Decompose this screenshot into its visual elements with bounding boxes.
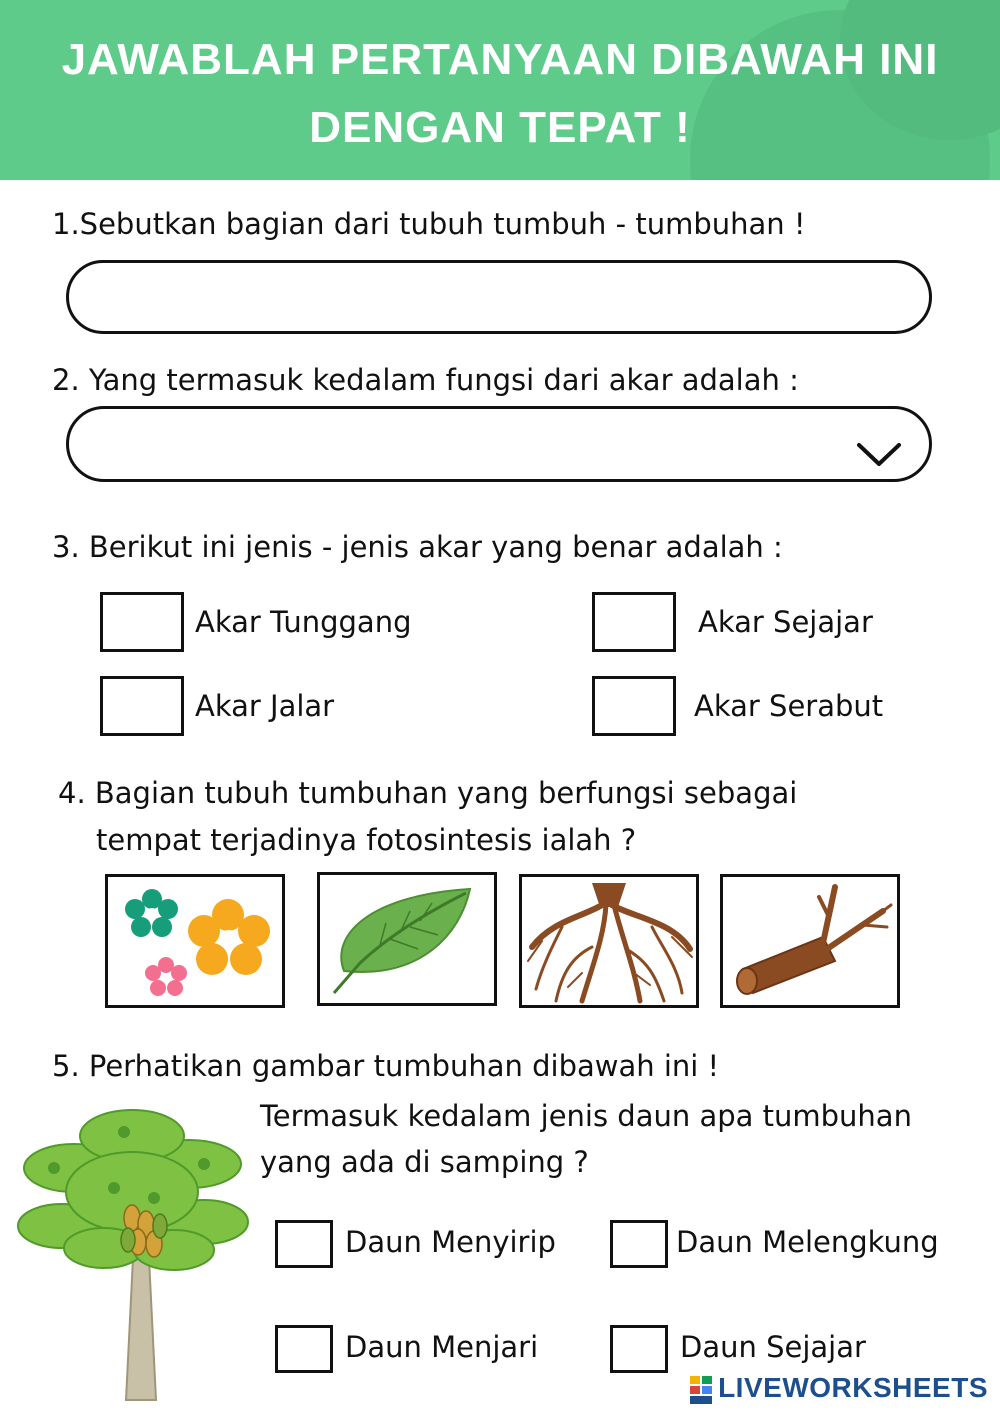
choice-stem[interactable] [720,874,900,1008]
choice-flowers[interactable] [105,874,285,1008]
checkbox-daun-menyirip[interactable] [275,1220,333,1268]
option-daun-menjari: Daun Menjari [345,1330,539,1364]
answer-1-input[interactable] [66,260,932,334]
question-5: 5. Perhatikan gambar tumbuhan dibawah ini ! [52,1049,720,1083]
option-akar-sejajar: Akar Sejajar [698,605,873,639]
question-3: 3. Berikut ini jenis - jenis akar yang benar adalah : [52,530,783,564]
checkbox-akar-serabut[interactable] [592,676,676,736]
page-title-line2: DENGAN TEPAT ! [309,103,691,152]
leaf-image [320,875,494,1003]
choice-leaf[interactable] [317,872,497,1006]
question-1: 1.Sebutkan bagian dari tubuh tumbuh - tumbuhan ! [52,207,806,241]
checkbox-daun-sejajar[interactable] [610,1325,668,1373]
page-title [0,26,1000,162]
checkbox-akar-sejajar[interactable] [592,592,676,652]
question-5-sub-line1: Termasuk kedalam jenis daun apa tumbuhan [260,1099,912,1133]
option-akar-jalar: Akar Jalar [195,689,335,723]
flowers-image [108,877,282,1005]
question-2: 2. Yang termasuk kedalam fungsi dari akar adalah : [52,363,799,397]
papaya-tree-image [14,1108,250,1404]
question-5-sub-line2: yang ada di samping ? [260,1145,589,1179]
option-daun-sejajar: Daun Sejajar [680,1330,866,1364]
checkbox-daun-melengkung[interactable] [610,1220,668,1268]
option-daun-melengkung: Daun Melengkung [676,1225,939,1259]
checkbox-akar-tunggang[interactable] [100,592,184,652]
choice-roots[interactable] [519,874,699,1008]
root-image [522,877,696,1005]
header-banner [0,0,1000,180]
answer-2-dropdown[interactable] [66,406,932,482]
checkbox-akar-jalar[interactable] [100,676,184,736]
stem-image [723,877,897,1005]
chevron-down-icon [855,441,903,469]
option-akar-serabut: Akar Serabut [694,689,884,723]
question-4-line1: 4. Bagian tubuh tumbuhan yang berfungsi sebagai [58,776,798,810]
question-4-line2: tempat terjadinya fotosintesis ialah ? [96,823,637,857]
liveworksheets-logo-icon [690,1376,712,1404]
checkbox-daun-menjari[interactable] [275,1325,333,1373]
option-daun-menyirip: Daun Menyirip [345,1225,556,1259]
page-title-line1: JAWABLAH PERTANYAAN DIBAWAH INI [61,35,939,84]
option-akar-tunggang: Akar Tunggang [195,605,412,639]
brand-watermark: LIVEWORKSHEETS [718,1372,988,1403]
